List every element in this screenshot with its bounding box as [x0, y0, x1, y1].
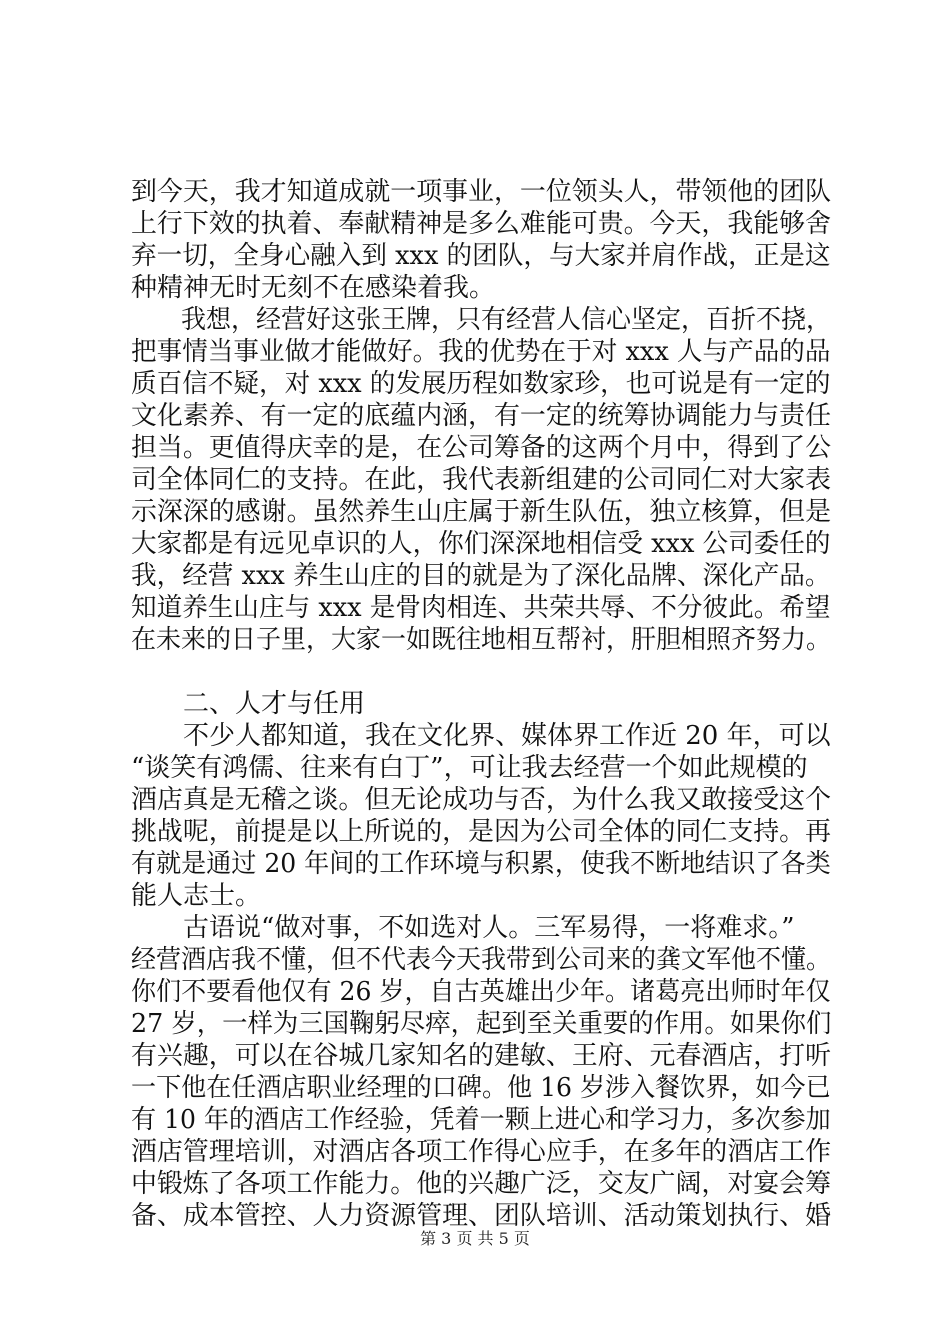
section-heading: 二、人才与任用 [131, 689, 366, 719]
text-line: 示深深的感谢。虽然养生山庄属于新生队伍，独立核算，但是 [131, 497, 832, 527]
text-line: 文化素养、有一定的底蕴内涵，有一定的统筹协调能力与责任 [131, 401, 832, 431]
text-line: 一下他在任酒店职业经理的口碑。他 16 岁涉入餐饮界，如今已 [131, 1073, 831, 1103]
text-line: 司全体同仁的支持。在此，我代表新组建的公司同仁对大家表 [131, 465, 832, 495]
text-line: 担当。更值得庆幸的是，在公司筹备的这两个月中，得到了公 [131, 433, 832, 463]
page-footer: 第 3 页 共 5 页 [420, 1229, 530, 1248]
text-line: 能人志士。 [131, 881, 262, 911]
text-line: 中锻炼了各项工作能力。他的兴趣广泛，交友广阔，对宴会筹 [131, 1169, 832, 1199]
text-line: 在未来的日子里，大家一如既往地相互帮衬，肝胆相照齐努力。 [131, 625, 831, 655]
text-line: 有就是通过 20 年间的工作环境与积累，使我不断地结识了各类 [131, 849, 831, 879]
text-line: 知道养生山庄与 xxx 是骨肉相连、共荣共辱、不分彼此。希望 [131, 593, 831, 623]
text-line: 你们不要看他仅有 26 岁，自古英雄出少年。诸葛亮出师时年仅 [131, 977, 831, 1007]
text-line: 我想，经营好这张王牌，只有经营人信心坚定，百折不挠， [131, 305, 831, 335]
text-line: 27 岁，一样为三国鞠躬尽瘁，起到至关重要的作用。如果你们 [131, 1009, 832, 1039]
text-line: 有兴趣，可以在谷城几家知名的建敏、王府、元春酒店，打听 [131, 1041, 832, 1071]
paragraph-gap [131, 656, 831, 688]
text-line: “谈笑有鸿儒、往来有白丁”，可让我去经营一个如此规模的 [131, 753, 808, 783]
text-line: 酒店真是无稽之谈。但无论成功与否，为什么我又敢接受这个 [131, 785, 832, 815]
text-line: 酒店管理培训，对酒店各项工作得心应手，在多年的酒店工作 [131, 1137, 832, 1167]
text-line: 弃一切，全身心融入到 xxx 的团队，与大家并肩作战，正是这 [131, 241, 831, 271]
text-line: 大家都是有远见卓识的人，你们深深地相信受 xxx 公司委任的 [131, 529, 831, 559]
text-line: 有 10 年的酒店工作经验，凭着一颗上进心和学习力，多次参加 [131, 1105, 831, 1135]
document-body [131, 176, 831, 1232]
text-line: 到今天，我才知道成就一项事业，一位领头人，带领他的团队 [131, 177, 832, 207]
paragraph-block-1 [131, 176, 831, 656]
text-line: 不少人都知道，我在文化界、媒体界工作近 20 年，可以 [131, 721, 831, 751]
text-line: 经营酒店我不懂，但不代表今天我带到公司来的龚文军他不懂。 [131, 945, 831, 975]
paragraph-block-2 [131, 720, 831, 1232]
text-line: 种精神无时无刻不在感染着我。 [131, 273, 496, 303]
text-line: 古语说“做对事，不如选对人。三军易得，一将难求。” [131, 913, 795, 943]
text-line: 把事情当事业做才能做好。我的优势在于对 xxx 人与产品的品 [131, 337, 831, 367]
text-line: 我，经营 xxx 养生山庄的目的就是为了深化品牌、深化产品。 [131, 561, 831, 591]
text-line: 备、成本管控、人力资源管理、团队培训、活动策划执行、婚 [131, 1201, 832, 1231]
text-line: 质百信不疑，对 xxx 的发展历程如数家珍，也可说是有一定的 [131, 369, 831, 399]
text-line: 上行下效的执着、奉献精神是多么难能可贵。今天，我能够舍 [131, 209, 832, 239]
text-line: 挑战呢，前提是以上所说的，是因为公司全体的同仁支持。再 [131, 817, 832, 847]
